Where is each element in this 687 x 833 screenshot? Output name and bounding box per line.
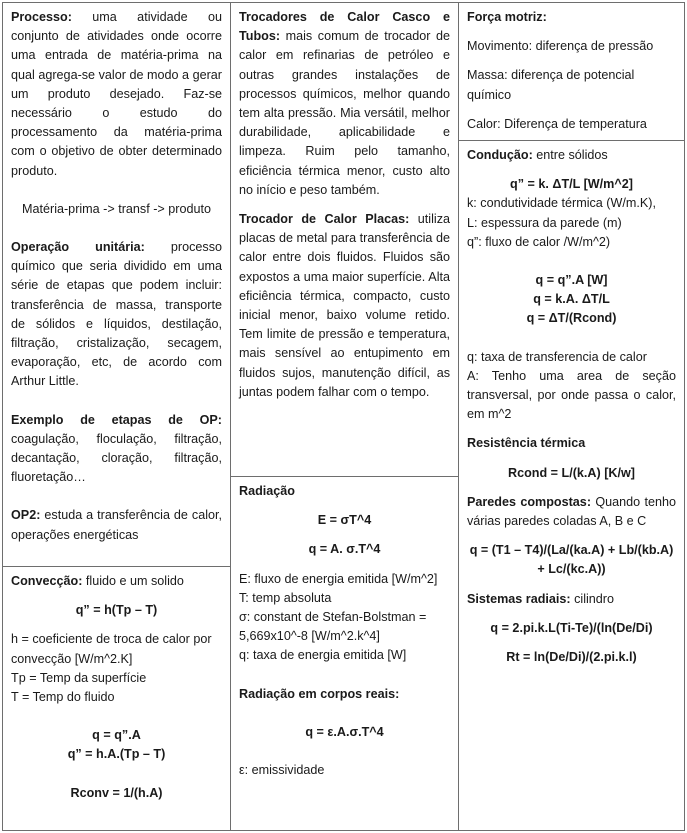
equation-fourier: q” = k. ΔT/L [W/m^2] bbox=[510, 177, 633, 192]
radiais-title: Sistemas radiais: bbox=[467, 591, 571, 606]
op2-paragraph bbox=[11, 506, 222, 544]
def-eps: ε: emissividade bbox=[239, 763, 325, 778]
forca-title: Força motriz: bbox=[467, 10, 547, 24]
equation-rconv: Rconv = 1/(h.A) bbox=[70, 785, 163, 800]
def-t-abs: T: temp absoluta bbox=[239, 590, 332, 605]
def-e: E: fluxo de energia emitida [W/m^2] bbox=[239, 571, 438, 586]
forca-movimento: Movimento: diferença de pressão bbox=[467, 39, 654, 54]
equation-q: q = q”.A bbox=[92, 728, 141, 743]
casco-paragraph bbox=[239, 8, 450, 200]
equation-paredes-line2: + Lc/(kc.A)) bbox=[537, 562, 606, 577]
def-a: A: Tenho uma area de seção transversal, por onde passa o calor, em m^2 bbox=[467, 368, 676, 422]
def-t: T = Temp do fluido bbox=[11, 690, 115, 705]
resistencia-title: Resistência térmica bbox=[467, 436, 586, 451]
def-q-flux: q”: fluxo de calor /W/m^2) bbox=[467, 234, 611, 249]
exemplo-text: coagulação, floculação, filtração, decantação, cloração, filtração, fluoretação… bbox=[11, 431, 222, 485]
def-tp: Tp = Temp da superfície bbox=[11, 670, 147, 685]
casco-text: mais comum de trocador de calor em refinarias de petróleo e outras grandes instalações de processos químicos, melhor quando tem alta pressão. Mia versátil, melhor durabilidade, aplicabilidade e limpeza. Ruim pelo tamanho, eficiência térmica menor, custo alto no início e peso também. bbox=[239, 29, 450, 197]
def-k: k: condutividade térmica (W/m.K), bbox=[467, 196, 656, 211]
placas-title: Trocador de Calor Placas: bbox=[239, 212, 410, 227]
processo-paragraph bbox=[11, 8, 222, 181]
def-h: h = coeficiente de troca de calor por convecção [W/m^2.K] bbox=[11, 632, 212, 666]
op2-text: estuda a transferência de calor, operações energéticas bbox=[11, 508, 222, 542]
equation-q-rad: q = A. σ.T^4 bbox=[308, 542, 381, 557]
def-q-taxa: q: taxa de transferencia de calor bbox=[467, 349, 647, 364]
processo-title: Processo: bbox=[11, 10, 72, 24]
exemplo-paragraph bbox=[11, 411, 222, 488]
placas-text: utiliza placas de metal para transferência de calor entre dois fluidos. Fluidos são expostos a uma maior superfície. Alta eficiência térmica, compacto, custo inicial menor, baixo volume retido. Tem limite de pressão e temperatura, mais sensível ao entupimento em fluidos sujos, manutenção difícil, as juntas podem falhar com o tempo. bbox=[239, 212, 450, 399]
conducao-text: entre sólidos bbox=[536, 148, 608, 162]
def-q-rad: q: taxa de energia emitida [W] bbox=[239, 648, 407, 663]
equation-paredes-line1: q = (T1 – T4)/(La/(ka.A) + Lb/(kb.A) bbox=[469, 543, 674, 558]
casco-title: Trocadores de Calor Casco e Tubos: bbox=[239, 10, 450, 44]
equation-radial-rt: Rt = ln(De/Di)/(2.pi.k.l) bbox=[506, 650, 637, 665]
equation-rcond: Rcond = L/(k.A) [K/w] bbox=[508, 465, 635, 480]
placas-paragraph bbox=[239, 210, 450, 402]
conveccao-text: fluido e um solido bbox=[85, 574, 184, 588]
def-sigma: σ: constant de Stefan-Bolstman = 5,669x10^-8 [W/m^2.k^4] bbox=[239, 610, 427, 644]
radiacao-title: Radiação bbox=[239, 484, 295, 498]
op2-title: OP2: bbox=[11, 508, 41, 523]
equation-q-rcond: q = ΔT/(Rcond) bbox=[526, 311, 617, 326]
cell-trocadores bbox=[230, 2, 459, 477]
conveccao-paragraph bbox=[11, 572, 222, 591]
paredes-text: Quando tenho várias paredes coladas A, B e C bbox=[467, 494, 676, 529]
paredes-title: Paredes compostas: bbox=[467, 494, 592, 509]
operacao-title: Operação unitária: bbox=[11, 240, 145, 255]
paredes-paragraph bbox=[467, 493, 676, 531]
processo-text: uma atividade ou conjunto de atividades onde ocorre uma entrada de matéria-prima na qual agrega-se valor de modo a gerar um produto desejado. Faz-se necessário o estudo do processamento da matéria-prima com o objetivo de obter determinado produto. bbox=[11, 10, 222, 178]
conveccao-equation: q” = h(Tp – T) bbox=[75, 603, 158, 618]
cell-conveccao bbox=[2, 566, 231, 831]
equation-radial-q: q = 2.pi.k.L(Ti-Te)/(ln(De/Di) bbox=[490, 620, 653, 635]
fluxo-text: Matéria-prima -> transf -> produto bbox=[22, 201, 211, 216]
equation-q-cond: q = k.A. ΔT/L bbox=[533, 292, 610, 307]
conveccao-title: Convecção: bbox=[11, 574, 83, 588]
equation-q-flux: q” = h.A.(Tp – T) bbox=[67, 747, 166, 762]
conducao-paragraph bbox=[467, 146, 676, 165]
equation-e: E = σT^4 bbox=[317, 513, 372, 528]
radiais-paragraph bbox=[467, 590, 676, 609]
cell-forca-motriz bbox=[458, 2, 685, 141]
conducao-title: Condução: bbox=[467, 148, 533, 162]
forca-massa: Massa: diferença de potencial químico bbox=[467, 68, 635, 102]
operacao-text: processo químico que seria dividido em uma série de etapas que podem incluir: transferência de massa, transporte de sólidos e líquidos, destilação, filtração, cristalização, secagem, evaporação, etc, de acordo com Arthur Little. bbox=[11, 240, 223, 389]
radiais-text: cilindro bbox=[574, 591, 615, 606]
cell-conducao bbox=[458, 140, 685, 831]
forca-calor: Calor: Diferença de temperatura bbox=[467, 116, 647, 131]
equation-q-area: q = q”.A [W] bbox=[535, 273, 608, 288]
exemplo-title: Exemplo de etapas de OP: bbox=[11, 412, 222, 427]
cell-processo bbox=[2, 2, 231, 567]
def-l: L: espessura da parede (m) bbox=[467, 215, 622, 230]
reais-title: Radiação em corpos reais: bbox=[239, 686, 400, 701]
operacao-paragraph bbox=[11, 238, 222, 392]
cell-radiacao bbox=[230, 476, 459, 831]
equation-q-real: q = ε.A.σ.T^4 bbox=[305, 724, 384, 739]
